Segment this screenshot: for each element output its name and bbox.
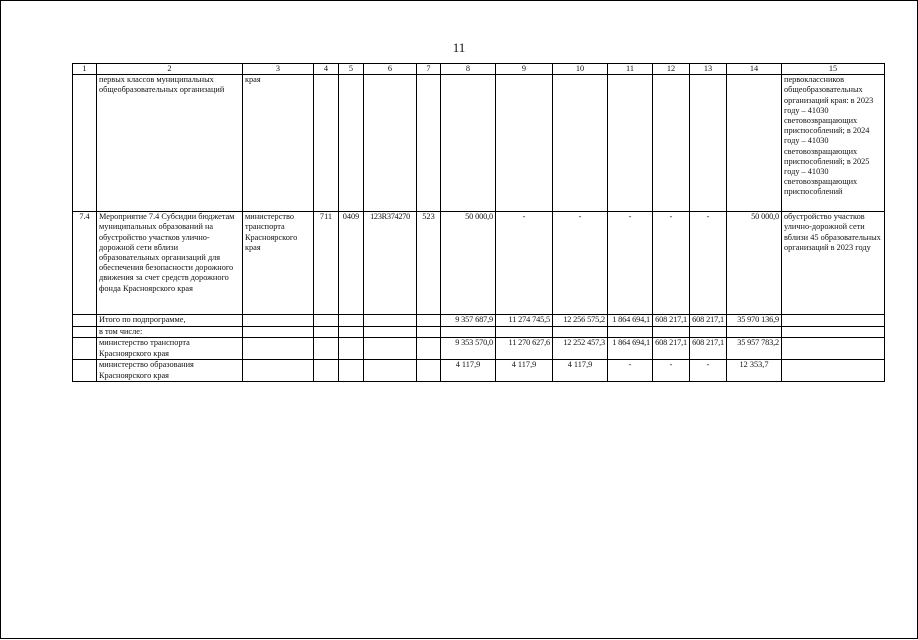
cell-2026: 1 864 694,1 — [608, 338, 653, 360]
cell-2027: - — [653, 360, 690, 382]
col-header-12: 12 — [653, 64, 690, 75]
table-row-transport — [73, 338, 885, 360]
page-number: 11 — [452, 40, 466, 55]
col-header-4: 4 — [314, 64, 339, 75]
table-row-including — [73, 327, 885, 338]
cell-result: первоклассников общеобразовательных организаций края: в 2023 году – 41030 световозвращающих приспособлений; в 2024 году – 41030 световозвращающих приспособлений; в 2025 году – 41030 световозвращающих приспособлений — [782, 75, 885, 212]
cell-2028: - — [690, 360, 727, 382]
cell-total: 50 000,0 — [727, 212, 782, 315]
table-row-total — [73, 315, 885, 327]
cell-grbs: 711 — [314, 212, 339, 315]
cell-2025: - — [553, 212, 608, 315]
cell-vr: 523 — [417, 212, 441, 315]
cell-2027: 608 217,1 — [653, 338, 690, 360]
cell-2026: 1 864 694,1 — [608, 315, 653, 327]
col-header-14: 14 — [727, 64, 782, 75]
header-row — [73, 64, 885, 75]
cell-agency: министерство транспорта Красноярского края — [243, 212, 314, 315]
cell-2028: 608 217,1 — [690, 315, 727, 327]
cell-total: 35 970 136,9 — [727, 315, 782, 327]
col-header-2: 2 — [97, 64, 243, 75]
cell-2026: - — [608, 360, 653, 382]
cell-total: 12 353,7 — [727, 360, 782, 382]
cell-agency: края — [243, 75, 314, 212]
cell-2025: 4 117,9 — [553, 360, 608, 382]
col-header-6: 6 — [364, 64, 417, 75]
col-header-11: 11 — [608, 64, 653, 75]
cell-rzpr: 0409 — [339, 212, 364, 315]
table-row-7-4 — [73, 212, 885, 315]
cell-result: обустройство участков улично-дорожной сети вблизи 45 образовательных организаций в 2023 году — [782, 212, 885, 315]
cell-2027: - — [653, 212, 690, 315]
col-header-1: 1 — [73, 64, 97, 75]
col-header-5: 5 — [339, 64, 364, 75]
cell-name: первых классов муниципальных общеобразовательных организаций — [97, 75, 243, 212]
col-header-3: 3 — [243, 64, 314, 75]
cell-label: в том числе: — [97, 327, 243, 338]
cell-num: 7.4 — [73, 212, 97, 315]
cell-total: 35 957 783,2 — [727, 338, 782, 360]
cell-2025: 12 252 457,3 — [553, 338, 608, 360]
cell-2023: 4 117,9 — [441, 360, 496, 382]
cell-2027: 608 217,1 — [653, 315, 690, 327]
cell-2028: - — [690, 212, 727, 315]
col-header-15: 15 — [782, 64, 885, 75]
col-header-10: 10 — [553, 64, 608, 75]
cell-2023: 50 000,0 — [441, 212, 496, 315]
cell-2026: - — [608, 212, 653, 315]
table-row-continuation — [73, 75, 885, 212]
cell-name: Мероприятие 7.4 Субсидии бюджетам муниципальных образований на обустройство участков улично-дорожной сети вблизи образовательных организаций для обеспечения безопасности дорожного движения за счет средств дорожного фонда Красноярского края — [97, 212, 243, 315]
table-row-education — [73, 360, 885, 382]
cell-2023: 9 353 570,0 — [441, 338, 496, 360]
cell-label: министерство транспорта Красноярского края — [97, 338, 243, 360]
cell-2025: 12 256 575,2 — [553, 315, 608, 327]
cell-label: министерство образования Красноярского края — [97, 360, 243, 382]
col-header-8: 8 — [441, 64, 496, 75]
cell-2028: 608 217,1 — [690, 338, 727, 360]
col-header-7: 7 — [417, 64, 441, 75]
cell-label: Итого по подпрограмме, — [97, 315, 243, 327]
cell-2024: 11 270 627,6 — [496, 338, 553, 360]
cell-csr: 123R374270 — [364, 212, 417, 315]
cell-2024: 11 274 745,5 — [496, 315, 553, 327]
subsidy-table — [72, 63, 885, 382]
cell-2023: 9 357 687,9 — [441, 315, 496, 327]
cell-2024: 4 117,9 — [496, 360, 553, 382]
cell-2024: - — [496, 212, 553, 315]
col-header-9: 9 — [496, 64, 553, 75]
col-header-13: 13 — [690, 64, 727, 75]
